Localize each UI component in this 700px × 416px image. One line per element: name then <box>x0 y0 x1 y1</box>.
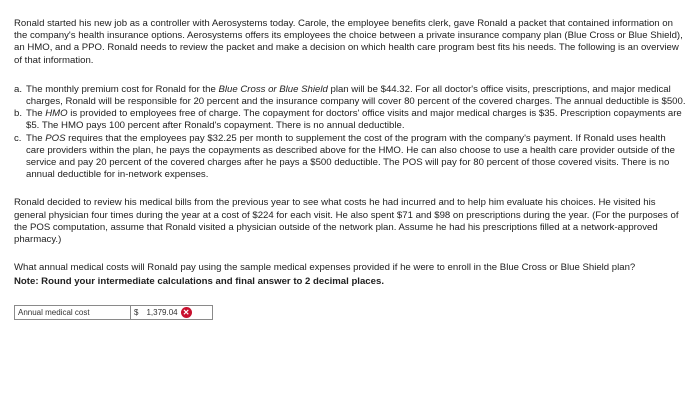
option-pos <box>14 133 686 182</box>
annual-cost-input[interactable] <box>131 305 213 320</box>
review-paragraph: Ronald decided to review his medical bills from the previous year to see what costs he had incurred and to help him evaluate his choices. He visited his general physician four times during the year at a cost of $224 for each visit. He also spent $71 and $98 on prescriptions during the year. (For the purposes of the POS computation, assume that Ronald visited a physician outside of the network plan. Assume he had his prescriptions filled at a network-approved pharmacy.) <box>14 197 679 246</box>
option-text-pre: The <box>26 132 46 144</box>
currency-symbol: $ <box>134 307 139 317</box>
option-plan-name: HMO <box>45 108 68 120</box>
answer-row <box>14 305 686 320</box>
option-plan-name: POS <box>45 132 66 144</box>
option-text-post: requires that the employees pay $32.25 per month to supplement the cost of the program with the company's payment. If Ronald uses health care providers within the plan, he pays the copayments as described above for the HMO. He can also choose to use a health care provider outside of the service and pay 20 percent of the covered charges after he pays a $500 deductible. The POS will pay for 80 percent of those covered visits. There is no annual deductible for in-network expenses. <box>26 132 676 181</box>
question-page <box>14 18 686 320</box>
intro-paragraph: Ronald started his new job as a controller with Aerosystems today. Carole, the employee benefits clerk, gave Ronald a packet that contained information on the company's health insurance options. Aerosystems offers its employees the choice between a private insurance company plan (Blue Cross or Blue Shield), an HMO, and a PPO. Ronald needs to review the packet and make a decision on which health care program best fits his needs. The following is an overview of that information. <box>14 18 683 66</box>
question-text: What annual medical costs will Ronald pay using the sample medical expenses provided if he were to enroll in the Blue Cross or Blue Shield plan? <box>14 262 636 274</box>
answer-label: Annual medical cost <box>14 305 131 320</box>
option-plan-name: Blue Cross or Blue Shield <box>218 83 328 95</box>
rounding-note: Note: Round your intermediate calculations and final answer to 2 decimal places. <box>14 276 384 288</box>
option-hmo <box>14 108 686 132</box>
option-marker: c. <box>14 132 22 144</box>
x-circle-icon: ✕ <box>181 307 192 318</box>
answer-value: 1,379.04 <box>146 307 178 317</box>
option-text-pre: The monthly premium cost for Ronald for the <box>26 83 219 95</box>
option-text-post: is provided to employees free of charge. The copayment for doctors' office visits and major medical charges is $35. Prescription copayments are $5. The HMO pays 100 percent after Ronald's copayment. There is no annual deductible. <box>26 108 682 132</box>
option-blue-cross <box>14 84 686 108</box>
option-text-post: plan will be $44.32. For all doctor's office visits, prescriptions, and major medical charges, Ronald will be responsible for 20 percent and the insurance company will cover 80 percent of the covered charges. The annual deductible is $500. <box>26 83 686 108</box>
option-text-pre: The <box>26 108 46 120</box>
plan-options-list <box>14 84 686 182</box>
option-marker: a. <box>14 83 23 95</box>
option-marker: b. <box>14 108 23 120</box>
